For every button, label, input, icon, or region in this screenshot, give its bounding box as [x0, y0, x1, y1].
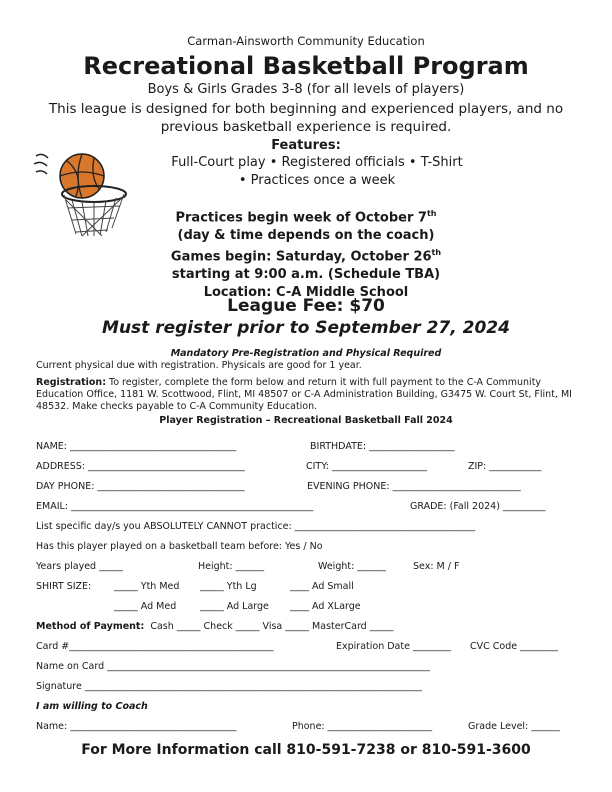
coach-name-field[interactable]: Name: ___________________________________	[36, 721, 237, 732]
games-time: starting at 9:00 a.m. (Schedule TBA)	[171, 267, 441, 283]
shirt-ad-large-option[interactable]: _____ Ad Large	[200, 601, 269, 612]
registration-deadline: Must register prior to September 27, 2024	[102, 318, 510, 338]
shirt-ad-med-option[interactable]: _____ Ad Med	[114, 601, 177, 612]
shirt-yth-lg-option[interactable]: _____ Yth Lg	[200, 581, 257, 592]
games-start	[100, 244, 512, 266]
location: Location: C-A Middle School	[203, 284, 409, 300]
name-on-card-field[interactable]: Name on Card ____________________________________________________________________	[36, 661, 431, 672]
games-start-text: Games begin: Saturday, October 26	[170, 249, 432, 265]
shirt-ad-xlarge-option[interactable]: ____ Ad XLarge	[290, 601, 361, 612]
coach-phone-field[interactable]: Phone: ______________________	[292, 721, 433, 732]
grades-subtitle: Boys & Girls Grades 3-8 (for all levels of players)	[147, 82, 465, 97]
practice-note: (day & time depends on the coach)	[177, 227, 435, 243]
shirt-yth-med-option[interactable]: _____ Yth Med	[114, 581, 180, 592]
played-before-field[interactable]: Has this player played on a basketball team before: Yes / No	[36, 541, 323, 552]
zip-field[interactable]: ZIP: ___________	[468, 461, 542, 472]
expiration-field[interactable]: Expiration Date ________	[336, 641, 451, 652]
shirt-ad-small-option[interactable]: ____ Ad Small	[290, 581, 354, 592]
signature-field[interactable]: Signature _______________________________________________________________________	[36, 681, 423, 692]
registration-text: To register, complete the form below and return it with full payment to the C-A Community Education Office, 1181 W. Scottwood, Flint, MI 48507 or C-A Administration Building, G3475 W. Court St, Flint, MI 48532. Make checks payable to C-A Community Education.	[36, 377, 572, 412]
birthdate-field[interactable]: BIRTHDATE: __________________	[310, 441, 455, 452]
practice-start	[100, 205, 512, 227]
features-line-1: Full-Court play • Registered officials • T-Shirt	[171, 155, 463, 170]
schedule-block	[100, 205, 512, 301]
league-description: This league is designed for both beginning and experienced players, and no previous basketball experience is required.	[48, 101, 564, 135]
payment-label: Method of Payment:	[36, 621, 145, 632]
practice-start-text: Practices begin week of October 7	[175, 210, 427, 226]
cvc-field[interactable]: CVC Code ________	[470, 641, 559, 652]
physical-note: Current physical due with registration. Physicals are good for 1 year.	[36, 360, 362, 371]
shirt-size-label: SHIRT SIZE:	[36, 581, 92, 592]
features-line-2: • Practices once a week	[238, 173, 396, 188]
footer-contact: For More Information call 810-591-7238 or 810-591-3600	[81, 742, 531, 758]
card-number-field[interactable]: Card #___________________________________________	[36, 641, 274, 652]
weight-field[interactable]: Weight: ______	[318, 561, 386, 572]
grade-field[interactable]: GRADE: (Fall 2024) _________	[410, 501, 546, 512]
sex-field[interactable]: Sex: M / F	[413, 561, 460, 572]
name-field[interactable]: NAME: ___________________________________	[36, 441, 237, 452]
games-start-sup: th	[431, 248, 442, 258]
practice-start-sup: th	[426, 209, 437, 218]
height-field[interactable]: Height: ______	[198, 561, 265, 572]
coach-grade-field[interactable]: Grade Level: ______	[468, 721, 560, 732]
registration-instructions	[36, 377, 581, 413]
league-fee: League Fee: $70	[227, 296, 385, 316]
payment-options[interactable]: Cash _____ Check _____ Visa _____ MasterCard _____	[150, 621, 394, 632]
features-heading: Features:	[271, 138, 341, 153]
city-field[interactable]: CITY: ____________________	[306, 461, 427, 472]
evening-phone-field[interactable]: EVENING PHONE: ___________________________	[307, 481, 521, 492]
mandatory-notice: Mandatory Pre-Registration and Physical Required	[170, 348, 442, 359]
cannot-practice-field[interactable]: List specific day/s you ABSOLUTELY CANNOT practice: ______________________________________	[36, 521, 476, 532]
day-phone-field[interactable]: DAY PHONE: _______________________________	[36, 481, 245, 492]
org-name: Carman-Ainsworth Community Education	[187, 34, 425, 48]
coach-heading: I am willing to Coach	[36, 701, 148, 712]
address-field[interactable]: ADDRESS: _________________________________	[36, 461, 245, 472]
payment-row	[36, 621, 393, 632]
years-played-field[interactable]: Years played _____	[36, 561, 123, 572]
form-heading: Player Registration – Recreational Basketball Fall 2024	[159, 415, 453, 426]
features-list	[90, 154, 544, 190]
registration-label: Registration:	[36, 377, 106, 388]
page-title: Recreational Basketball Program	[83, 52, 529, 80]
email-field[interactable]: EMAIL: ___________________________________________________	[36, 501, 314, 512]
